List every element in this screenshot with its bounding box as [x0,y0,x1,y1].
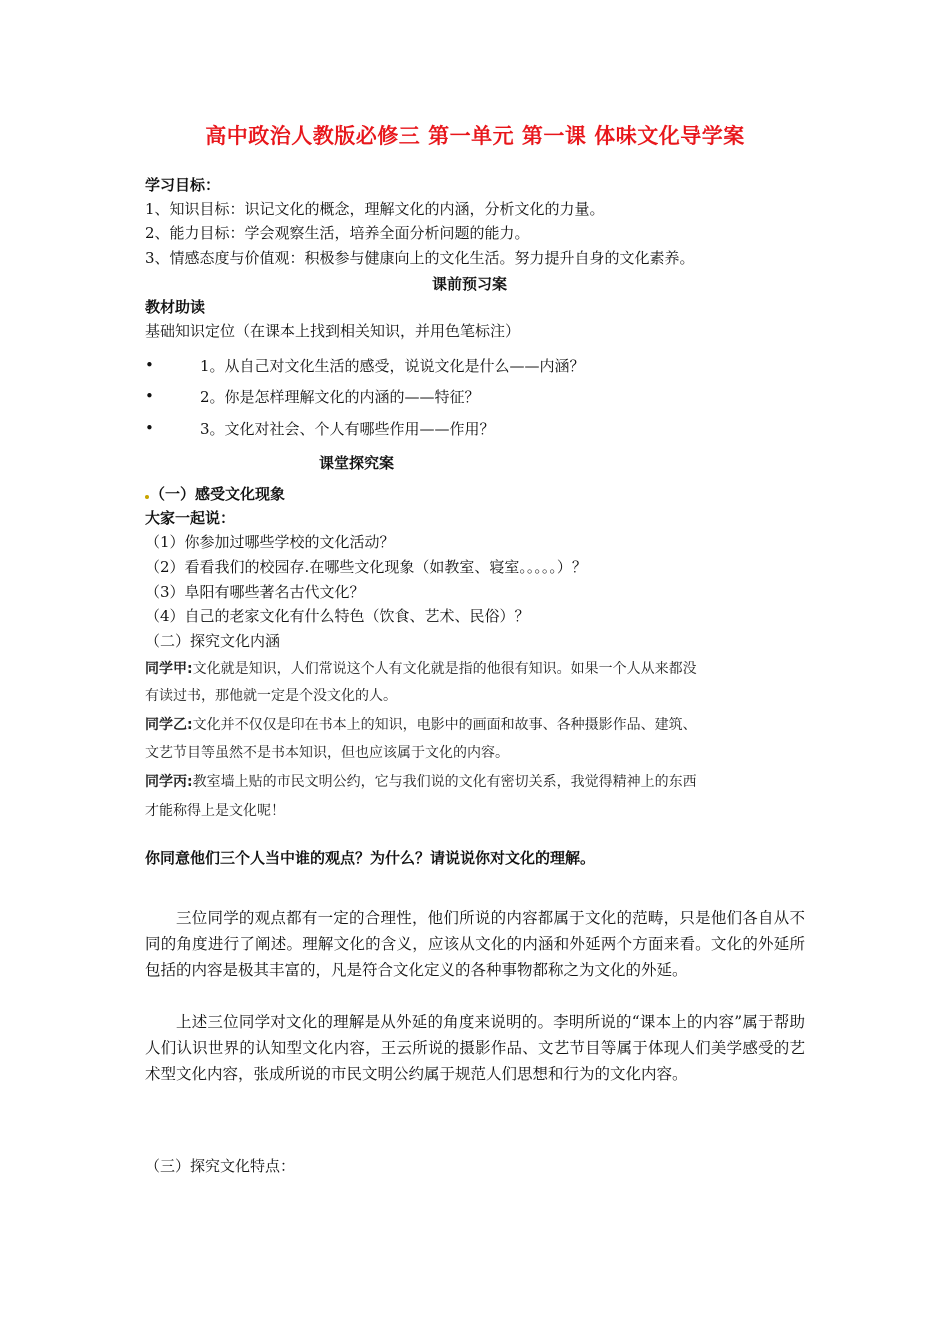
objective-item: 2、能力目标：学会观察生活，培养全面分析问题的能力。 [145,224,530,242]
discuss-heading: 大家一起说： [145,509,236,527]
student-text: 教室墙上贴的市民文明公约，它与我们说的文化有密切关系，我觉得精神上的东西 [192,774,697,790]
explore-heading: 课堂探究案 [319,454,395,472]
discuss-item: （2）看看我们的校园存.在哪些文化现象（如教室、寝室。。。。。）？ [145,558,587,576]
preview-heading: 课前预习案 [432,275,508,293]
discussion-question: 你同意他们三个人当中谁的观点？为什么？请说说你对文化的理解。 [145,849,596,867]
section-2-heading: （二）探究文化内涵 [145,632,281,650]
student-statement [145,658,697,678]
document-title: 高中政治人教版必修三 第一单元 第一课 体味文化导学案 [205,124,745,148]
answer-paragraph: 上述三位同学对文化的理解是从外延的角度来说明的。李明所说的“课本上的内容”属于帮助人们认识世界的认知型文化内容，王云所说的摄影作品、文艺节目等属于体现人们美学感受的艺术型文化内容，张成所说的市民文明公约属于规范人们思想和行为的文化内容。 [145,1013,805,1083]
marker-dot [145,495,149,499]
section-1-heading: （一）感受文化现象 [150,485,286,503]
bullet-icon: • [145,356,154,374]
student-name: 同学丙: [145,774,193,790]
student-text: 文化就是知识，人们常说这个人有文化就是指的他很有知识。如果一个人从来都没 [192,661,697,677]
preview-subheading: 教材助读 [145,298,206,316]
preview-question: 2。你是怎样理解文化的内涵的——特征？ [200,388,480,406]
preview-question: 1。从自己对文化生活的感受，说说文化是什么——内涵？ [200,357,585,375]
student-text: 文化并不仅仅是印在书本上的知识，电影中的画面和故事、各种摄影作品、建筑、 [192,717,697,733]
student-name: 同学乙: [145,717,193,733]
answer-paragraph: 三位同学的观点都有一定的合理性，他们所说的内容都属于文化的范畴，只是他们各自从不同的角度进行了阐述。理解文化的含义，应该从文化的内涵和外延两个方面来看。文化的外延所包括的内容是极其丰富的，凡是符合文化定义的各种事物都称之为文化的外延。 [145,909,805,979]
bullet-icon: • [145,387,154,405]
objectives-heading: 学习目标： [145,176,221,194]
student-statement [145,771,697,791]
discuss-item: （3）阜阳有哪些著名古代文化？ [145,583,365,601]
section-3-heading: （三）探究文化特点： [145,1157,296,1175]
preview-intro: 基础知识定位（在课本上找到相关知识，并用色笔标注） [145,322,521,340]
discuss-item: （1）你参加过哪些学校的文化活动？ [145,533,395,551]
objective-item: 3、情感态度与价值观：积极参与健康向上的文化生活。努力提升自身的文化素养。 [145,249,695,267]
objective-item: 1、知识目标：识记文化的概念，理解文化的内涵，分析文化的力量。 [145,200,605,218]
student-statement-cont: 文艺节目等虽然不是书本知识，但也应该属于文化的内容。 [145,745,509,761]
student-name: 同学甲: [145,661,193,677]
student-statement-cont: 有读过书，那他就一定是个没文化的人。 [145,688,397,704]
preview-question: 3。文化对社会、个人有哪些作用——作用？ [200,420,495,438]
discuss-item: （4）自己的老家文化有什么特色（饮食、艺术、民俗）？ [145,607,530,625]
student-statement-cont: 才能称得上是文化呢！ [145,803,285,819]
student-statement [145,714,697,734]
bullet-icon: • [145,419,154,437]
